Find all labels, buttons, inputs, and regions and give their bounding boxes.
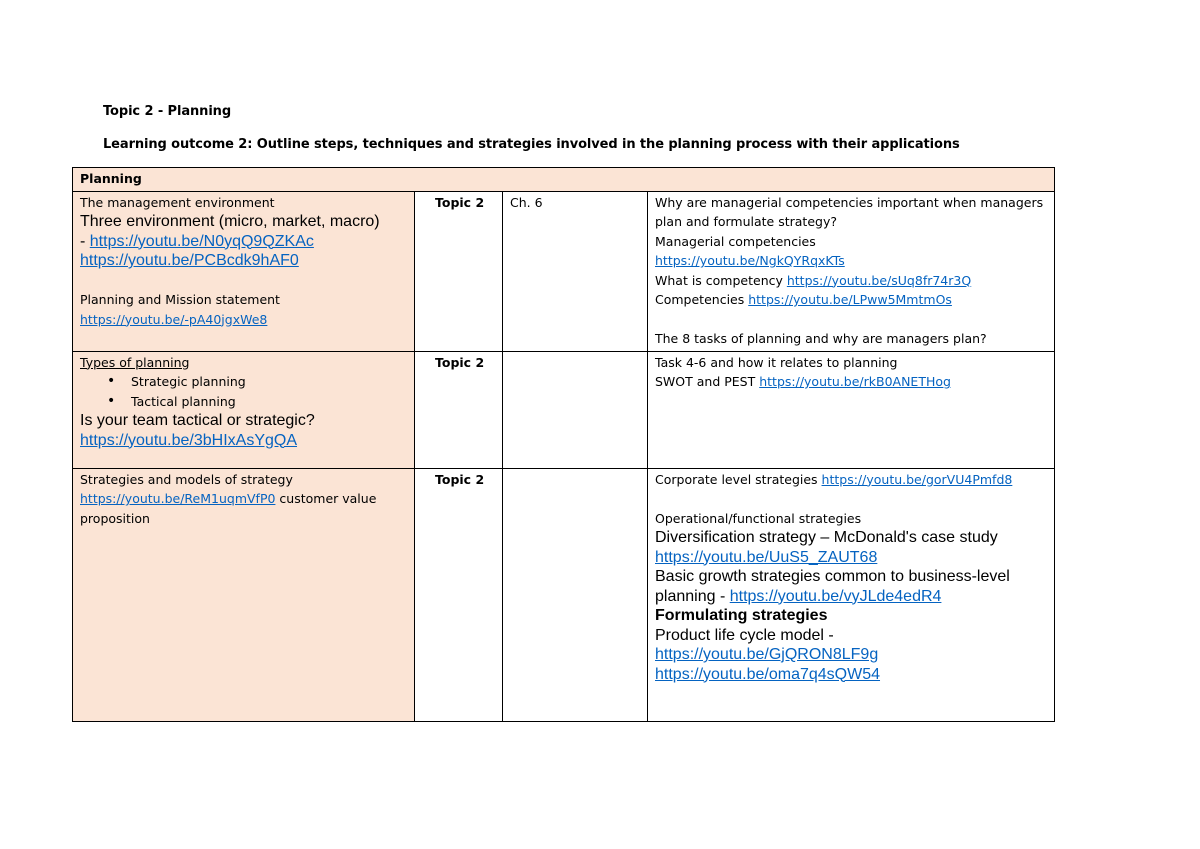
task-label: Task 4-6 and how it relates to planning	[655, 354, 898, 370]
team-question: Is your team tactical or strategic?	[80, 412, 315, 429]
video-link[interactable]: https://youtu.be/UuS5_ZAUT68	[655, 548, 878, 566]
competencies-question: Why are managerial competencies important when managers plan and formulate strategy?	[655, 194, 1044, 229]
product-life-cycle-label: Product life cycle model -	[655, 626, 834, 644]
row2-resources-cell	[648, 351, 1055, 468]
table-row	[73, 191, 1055, 351]
video-link[interactable]: https://youtu.be/PCBcdk9hAF0	[80, 252, 299, 269]
planning-types-list	[80, 372, 408, 411]
topic-cell: Topic 2	[415, 191, 503, 351]
row2-description-cell	[73, 351, 415, 468]
chapter-cell: Ch. 6	[503, 191, 648, 351]
video-link[interactable]: https://youtu.be/-pA40jgxWe8	[80, 311, 268, 327]
row3-description-cell	[73, 468, 415, 721]
row1-resources-cell	[648, 191, 1055, 351]
planning-table	[72, 167, 1055, 722]
row1-description-cell	[73, 191, 415, 351]
managerial-competencies-label: Managerial competencies	[655, 233, 816, 249]
operational-strategies-label: Operational/functional strategies	[655, 510, 862, 526]
table-header-row	[73, 168, 1055, 192]
management-environment-label: The management environment	[80, 194, 275, 210]
customer-value-label: customer value proposition	[80, 491, 377, 526]
competency-label: What is competency	[655, 272, 787, 288]
video-link[interactable]: https://youtu.be/sUq8fr74r3Q	[786, 272, 972, 288]
video-link[interactable]: https://youtu.be/N0yqQ9QZKAc	[89, 232, 314, 250]
video-link[interactable]: https://youtu.be/rkB0ANETHog	[759, 374, 951, 389]
swot-pest-label: SWOT and PEST	[655, 374, 760, 389]
video-link[interactable]: https://youtu.be/vyJLde4edR4	[729, 587, 942, 605]
corporate-strategies-label: Corporate level strategies	[655, 471, 822, 487]
table-header-planning: Planning	[73, 168, 1055, 192]
diversification-label: Diversification strategy – McDonald's case study	[655, 529, 998, 546]
planning-tasks-question: The 8 tasks of planning and why are managers plan?	[655, 331, 987, 346]
video-link[interactable]: https://youtu.be/gorVU4Pmfd8	[821, 471, 1013, 487]
three-environment-label: Three environment (micro, market, macro)	[80, 213, 380, 230]
topic-cell: Topic 2	[415, 468, 503, 721]
page-title: Topic 2 - Planning	[103, 104, 232, 119]
topic-cell: Topic 2	[415, 351, 503, 468]
chapter-cell	[503, 468, 648, 721]
formulating-strategies-heading: Formulating strategies	[655, 607, 828, 624]
video-link[interactable]: https://youtu.be/GjQRON8LF9g	[655, 646, 879, 663]
video-link[interactable]: https://youtu.be/NgkQYRqxKTs	[655, 253, 845, 268]
growth-strategies-label: Basic growth strategies common to business-level planning -	[655, 568, 1010, 605]
strategies-models-label: Strategies and models of strategy	[80, 471, 293, 487]
video-link[interactable]: https://youtu.be/oma7q4sQW54	[655, 665, 881, 683]
competencies-label: Competencies	[655, 292, 749, 307]
video-link[interactable]: https://youtu.be/LPww5MmtmOs	[748, 292, 952, 307]
types-of-planning-heading: Types of planning	[80, 354, 190, 370]
row3-resources-cell	[648, 468, 1055, 721]
video-link[interactable]: https://youtu.be/ReM1uqmVfP0	[80, 491, 276, 506]
video-link[interactable]: https://youtu.be/3bHIxAsYgQA	[80, 431, 298, 449]
list-item: • Strategic planning	[131, 372, 408, 392]
list-item: • Tactical planning	[131, 392, 408, 412]
chapter-cell	[503, 351, 648, 468]
mission-statement-label: Planning and Mission statement	[80, 292, 280, 307]
table-row	[73, 468, 1055, 721]
dash-prefix: -	[80, 232, 90, 250]
table-row	[73, 351, 1055, 468]
learning-outcome: Learning outcome 2: Outline steps, techniques and strategies involved in the planning process with their applications	[103, 137, 960, 152]
